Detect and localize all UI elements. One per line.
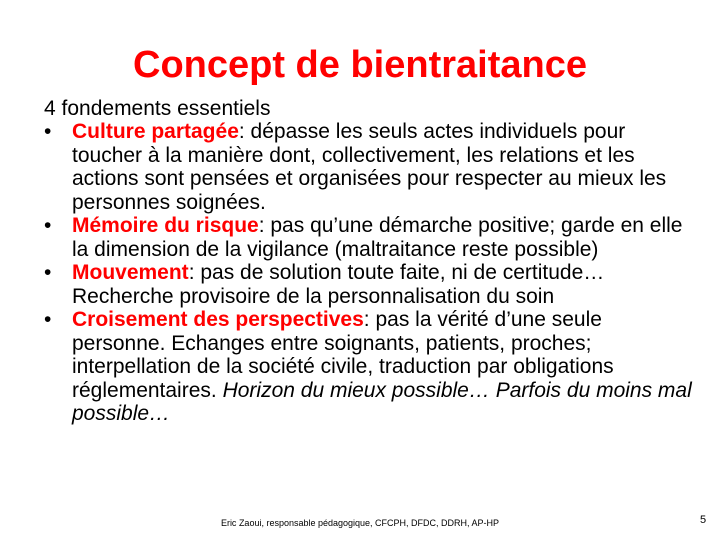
footer-credit: Eric Zaoui, responsable pédagogique, CFCPH, DFDC, DDRH, AP-HP <box>220 518 500 528</box>
bullet-text: : pas de solution toute faite, ni de certitude… Recherche provisoire de la personnalisation du soin <box>72 261 605 308</box>
bullet-icon: • <box>44 261 52 284</box>
list-item <box>44 261 694 308</box>
bullet-keyword: Mémoire du risque <box>72 214 259 237</box>
bullet-icon: • <box>44 120 52 143</box>
list-item <box>44 214 694 261</box>
bullet-text: : pas la vérité d’une seule personne. Echanges entre soignants, patients, proches; interpellation de la société civile, traduction par obligations réglementaires. <box>72 308 614 402</box>
bullet-keyword: Mouvement <box>72 261 189 284</box>
bullet-icon: • <box>44 214 52 237</box>
bullet-keyword: Culture partagée <box>72 120 239 143</box>
bullet-list <box>44 120 694 426</box>
bullet-text: : pas qu’une démarche positive; garde en elle la dimension de la vigilance (maltraitance reste possible) <box>72 214 683 261</box>
bullet-keyword: Croisement des perspectives <box>72 308 364 331</box>
bullet-italic-text: Horizon du mieux possible… Parfois du moins mal possible… <box>72 378 692 425</box>
list-item <box>44 308 694 426</box>
list-item <box>44 120 694 214</box>
page-number: 5 <box>700 514 707 526</box>
slide-title: Concept de bientraitance <box>133 44 587 86</box>
bullet-icon: • <box>44 308 52 331</box>
bullet-text: : dépasse les seuls actes individuels pour toucher à la manière dont, collectivement, les relations et les actions sont pensées et organisées pour respecter au mieux les personnes soignées. <box>72 120 667 214</box>
intro-text: 4 fondements essentiels <box>44 97 271 120</box>
